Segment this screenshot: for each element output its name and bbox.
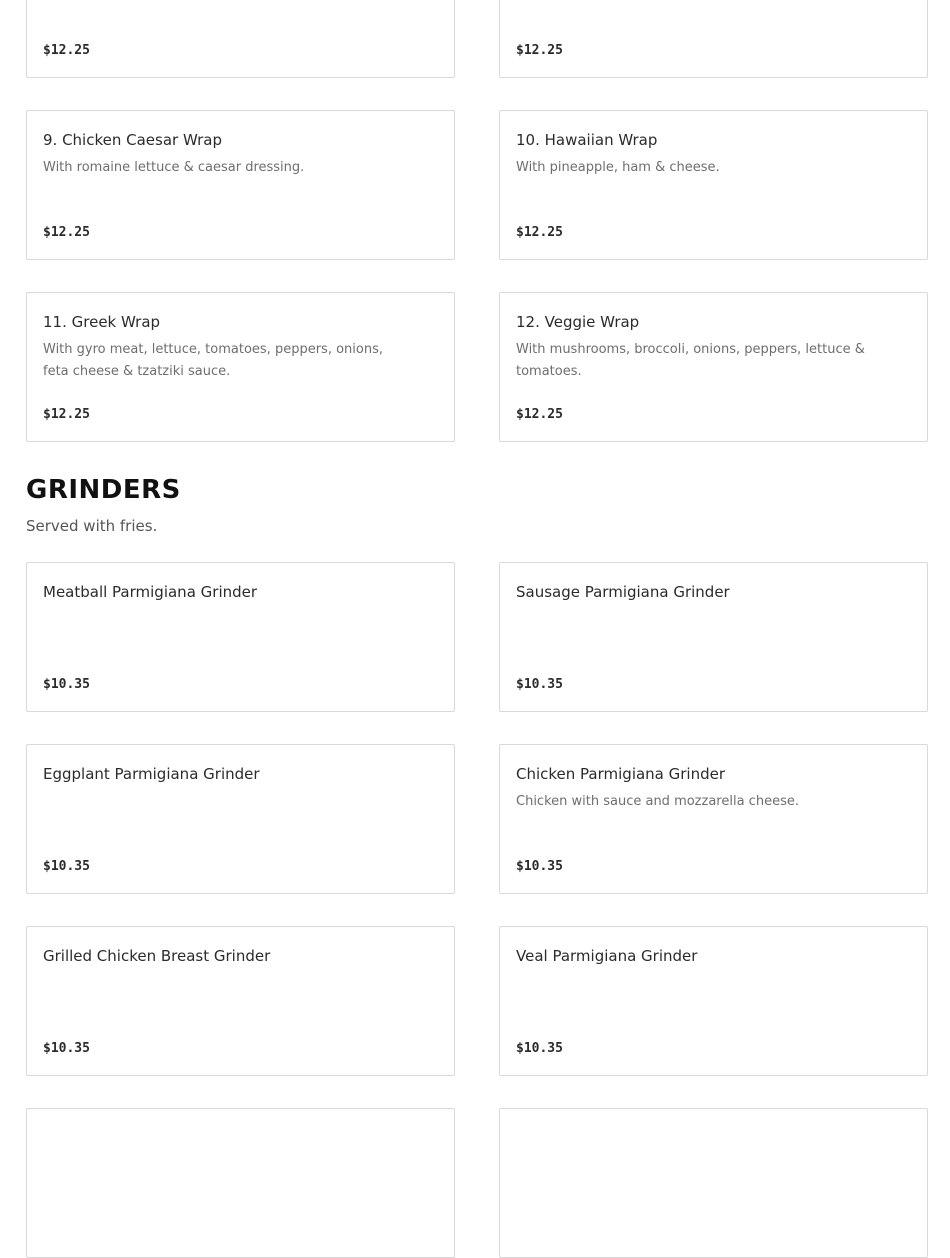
menu-item-description: With mushrooms, broccoli, onions, peppers, lettuce & tomatoes. — [516, 342, 865, 379]
menu-item-card[interactable] — [26, 744, 455, 894]
menu-item-price: $10.35 — [516, 1041, 563, 1056]
menu-item-price: $12.25 — [43, 43, 90, 58]
menu-item-price: $10.35 — [43, 859, 90, 874]
menu-item-name: Eggplant Parmigiana Grinder — [43, 765, 260, 783]
menu-item-name: Veal Parmigiana Grinder — [516, 947, 698, 965]
menu-item-price: $12.25 — [516, 43, 563, 58]
section-title: GRINDERS — [26, 475, 181, 505]
menu-item-card[interactable] — [499, 292, 928, 442]
menu-item-card[interactable] — [499, 110, 928, 260]
menu-item-price: $12.25 — [43, 225, 90, 240]
menu-item-price: $10.35 — [516, 859, 563, 874]
menu-item-name: 9. Chicken Caesar Wrap — [43, 131, 223, 149]
menu-item-card[interactable] — [499, 926, 928, 1076]
menu-item-card[interactable] — [26, 110, 455, 260]
menu-item-card[interactable] — [26, 562, 455, 712]
menu-item-description: Chicken with sauce and mozzarella cheese. — [516, 794, 799, 809]
menu-item-description: With pineapple, ham & cheese. — [516, 160, 720, 175]
menu-item-name: 10. Hawaiian Wrap — [516, 131, 658, 149]
menu-item-price: $10.35 — [516, 677, 563, 692]
menu-item-card[interactable] — [499, 1108, 928, 1258]
menu-item-name: 11. Greek Wrap — [43, 313, 161, 331]
menu-item-name: Grilled Chicken Breast Grinder — [43, 947, 271, 965]
menu-item-card[interactable] — [499, 744, 928, 894]
menu-item-description: With romaine lettuce & caesar dressing. — [43, 160, 305, 175]
menu-item-card[interactable] — [26, 1108, 455, 1258]
menu-item-description: With gyro meat, lettuce, tomatoes, peppers, onions, feta cheese & tzatziki sauce. — [43, 342, 383, 379]
menu-item-name: Sausage Parmigiana Grinder — [516, 583, 730, 601]
menu-item-name: 12. Veggie Wrap — [516, 313, 640, 331]
menu-item-card[interactable] — [26, 926, 455, 1076]
menu-item-card[interactable] — [26, 292, 455, 442]
menu-item-card[interactable] — [499, 0, 928, 78]
menu-item-card[interactable] — [26, 0, 455, 78]
menu-item-name: Meatball Parmigiana Grinder — [43, 583, 258, 601]
menu-item-price: $12.25 — [516, 225, 563, 240]
section-subtitle: Served with fries. — [26, 517, 158, 535]
menu-item-card[interactable] — [499, 562, 928, 712]
menu-item-price: $10.35 — [43, 677, 90, 692]
menu-item-price: $12.25 — [43, 407, 90, 422]
menu-item-price: $10.35 — [43, 1041, 90, 1056]
menu-item-price: $12.25 — [516, 407, 563, 422]
menu-item-name: Chicken Parmigiana Grinder — [516, 765, 726, 783]
